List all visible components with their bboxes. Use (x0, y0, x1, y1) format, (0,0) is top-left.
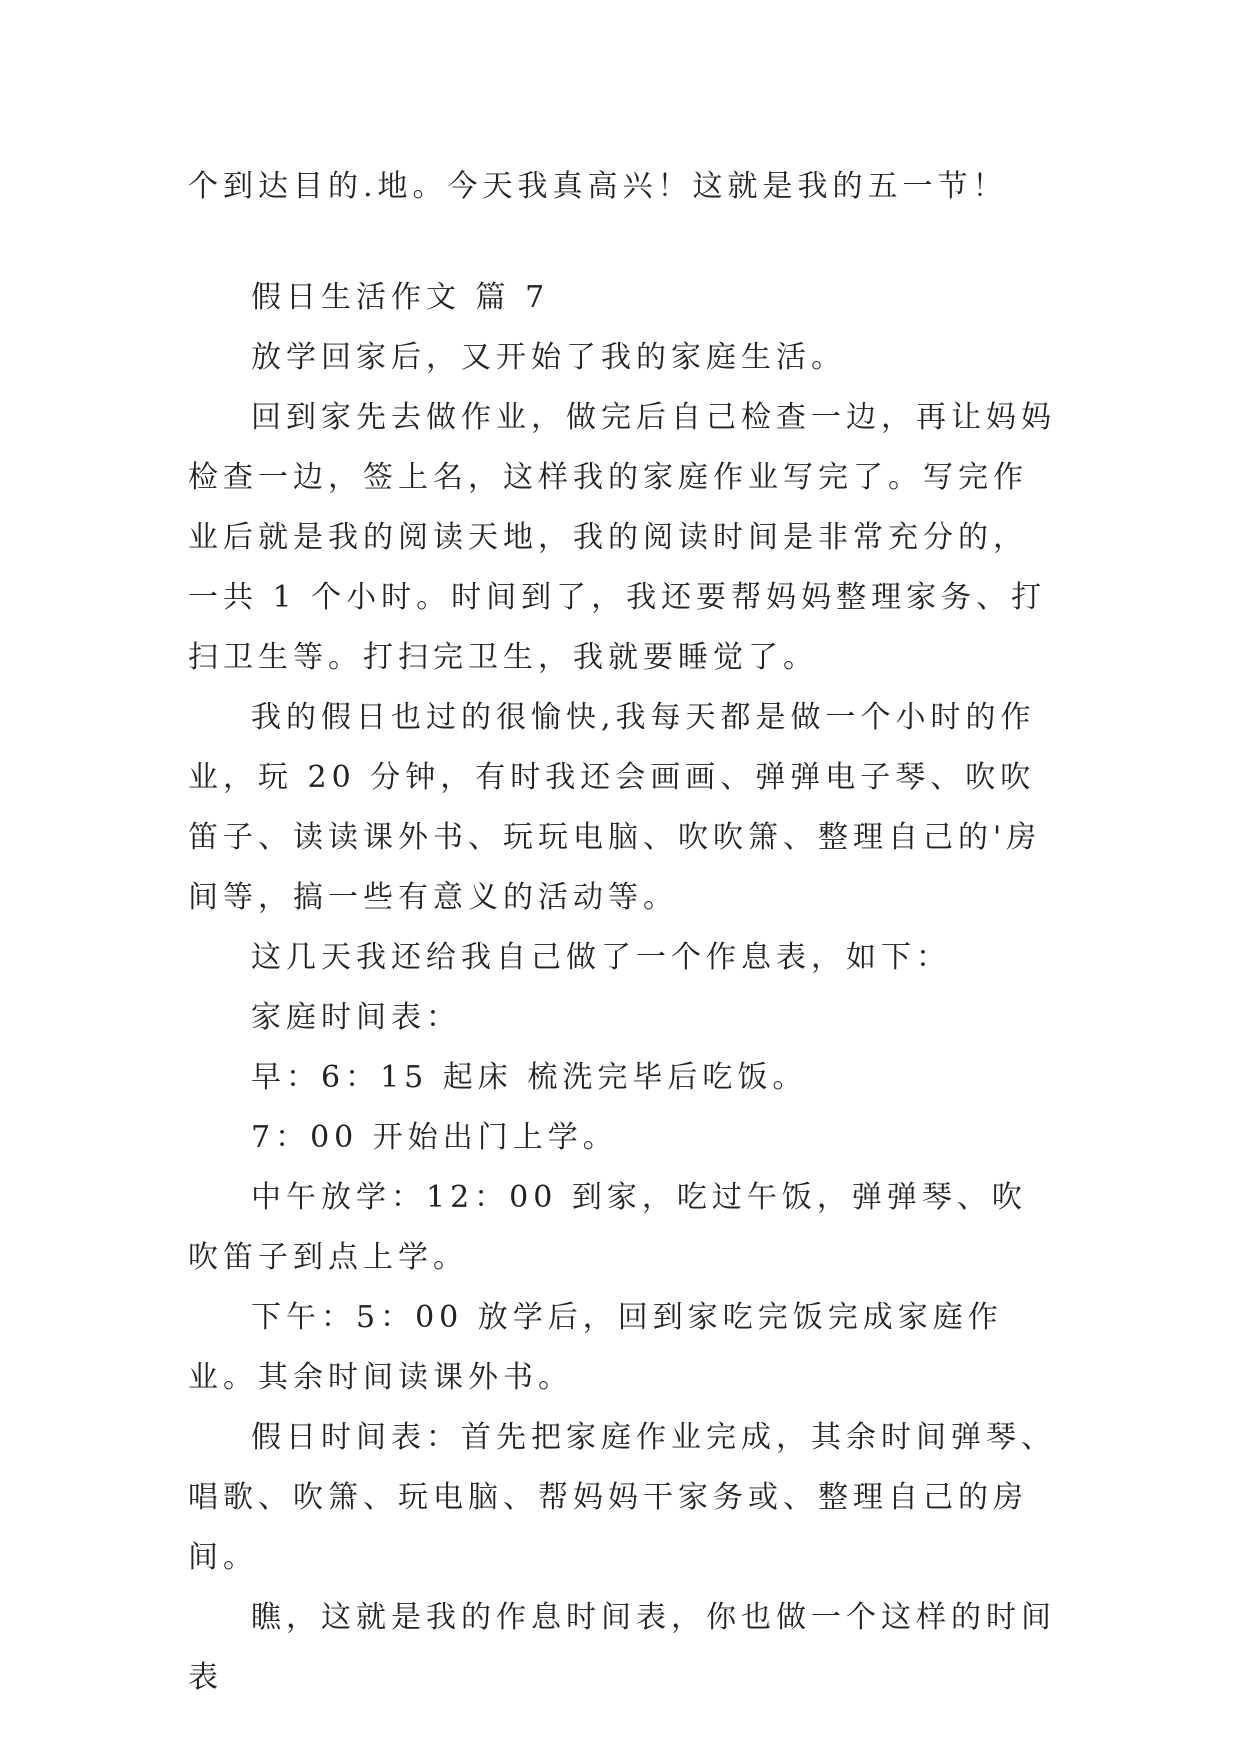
paragraph-continued: 个到达目的.地。今天我真高兴！这就是我的五一节！ (188, 169, 1008, 204)
section-title: 假日生活作文 篇 7 (251, 280, 550, 315)
paragraph: 中午放学：12：00 到家，吃过午饭，弹弹琴、吹吹笛子到点上学。 (188, 1180, 1027, 1275)
paragraph: 假日时间表：首先把家庭作业完成，其余时间弹琴、唱歌、吹箫、玩电脑、帮妈妈干家务或、整理自己的房间。 (188, 1420, 1056, 1575)
paragraph: 早：6：15 起床 梳洗完毕后吃饭。 (251, 1060, 808, 1095)
essay-body (188, 268, 1058, 1708)
paragraph: 7：00 开始出门上学。 (251, 1120, 618, 1155)
paragraph: 家庭时间表： (251, 1000, 461, 1035)
paragraph: 下午：5：00 放学后，回到家吃完饭完成家庭作业。其余时间读课外书。 (188, 1300, 1003, 1395)
paragraph: 回到家先去做作业，做完后自己检查一边，再让妈妈检查一边，签上名，这样我的家庭作业写完了。写完作业后就是我的阅读天地，我的阅读时间是非常充分的，一共 1 个小时。时间到了，我还要帮妈妈整理家务、打扫卫生等。打扫完卫生，我就要睡觉了。 (188, 400, 1056, 675)
paragraph: 放学回家后，又开始了我的家庭生活。 (251, 340, 846, 375)
continued-paragraph-block (188, 157, 1058, 217)
paragraph: 我的假日也过的很愉快,我每天都是做一个小时的作业，玩 20 分钟，有时我还会画画、弹弹电子琴、吹吹笛子、读读课外书、玩玩电脑、吹吹箫、整理自己的'房间等，搞一些有意义的活动等。 (188, 700, 1042, 915)
paragraph: 瞧，这就是我的作息时间表，你也做一个这样的时间表 (188, 1600, 1056, 1695)
paragraph: 这几天我还给我自己做了一个作息表，如下： (251, 940, 951, 975)
